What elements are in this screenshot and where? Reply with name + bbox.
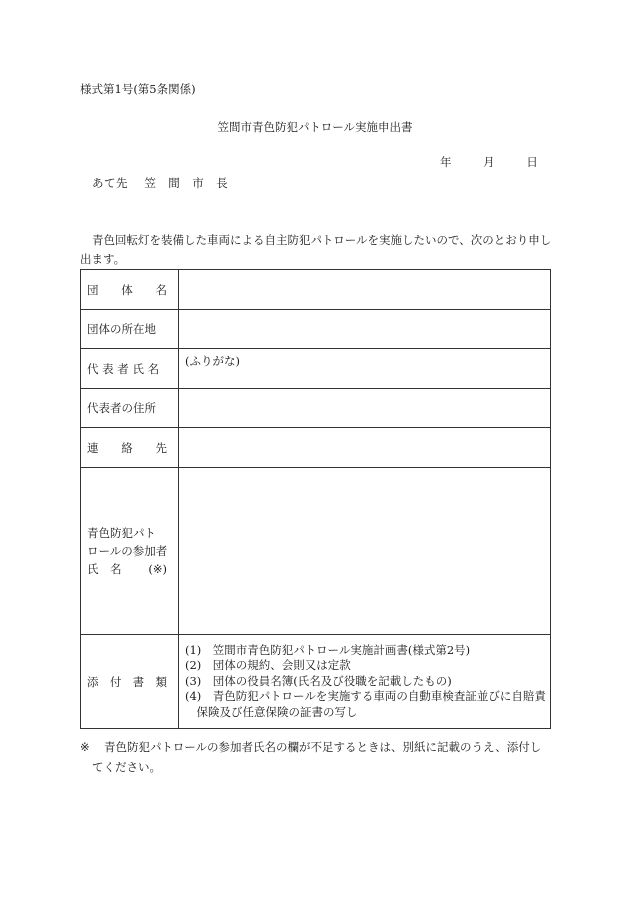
intro-paragraph: 青色回転灯を装備した車両による自主防犯パトロールを実施したいので、次のとおり申し出ます。 <box>80 233 552 266</box>
participants-label-line1: 青色防犯パト <box>87 526 156 540</box>
group-name-field[interactable] <box>179 270 551 310</box>
rep-address-field[interactable] <box>179 389 551 428</box>
participants-label <box>81 468 179 635</box>
label-char: 連 <box>87 440 99 455</box>
attachment-item: (4) 青色防犯パトロールを実施する車両の自動車検査証並びに自賠責 <box>185 689 546 704</box>
addressee-prefix: あて先 <box>92 176 128 190</box>
label-char: 名 <box>155 282 167 297</box>
label-char: 先 <box>155 440 167 455</box>
date-day: 日 <box>526 155 538 169</box>
contact-field[interactable] <box>179 428 551 468</box>
note-text: 青色防犯パトロールの参加者氏名の欄が不足するときは、別紙に記載のうえ、添付し <box>104 740 542 754</box>
row-participants <box>81 468 551 635</box>
note-text-cont: てください。 <box>92 760 161 774</box>
row-group-name <box>81 270 551 310</box>
group-name-label <box>81 270 179 310</box>
addressee <box>92 175 228 191</box>
footnote <box>80 737 555 777</box>
addressee-name: 笠 間 市 長 <box>144 176 229 190</box>
participants-note-mark: (※) <box>148 562 167 576</box>
contact-label <box>81 428 179 468</box>
label-char: 団 <box>87 282 99 297</box>
rep-name-field[interactable] <box>179 349 551 389</box>
date-year: 年 <box>440 155 452 169</box>
row-rep-address <box>81 389 551 428</box>
label-char: 類 <box>155 674 167 689</box>
label-char: 絡 <box>121 440 133 455</box>
row-rep-name <box>81 349 551 389</box>
attachment-item: 保険及び任意保険の証書の写し <box>185 704 358 719</box>
label-char: 付 <box>109 674 122 689</box>
attachments-list <box>179 635 551 729</box>
attachment-item: (2) 団体の規約、会則又は定款 <box>185 658 351 673</box>
group-address-label: 団体の所在地 <box>81 310 179 349</box>
group-address-field[interactable] <box>179 310 551 349</box>
participants-name-text: 氏 名 <box>87 562 122 576</box>
participants-label-line3 <box>87 560 167 578</box>
date-line <box>440 154 538 170</box>
row-group-address <box>81 310 551 349</box>
attachment-item: (3) 団体の役員名簿(氏名及び役職を記載したもの) <box>185 673 452 688</box>
date-month: 月 <box>483 155 495 169</box>
rep-address-label: 代表者の住所 <box>81 389 179 428</box>
rep-name-label: 代 表 者 氏 名 <box>81 349 179 389</box>
row-attachments <box>81 635 551 729</box>
participants-field[interactable] <box>179 468 551 635</box>
attachment-item: (1) 笠間市青色防犯パトロール実施計画書(様式第2号) <box>185 642 471 657</box>
furigana-hint: (ふりがな) <box>185 354 240 368</box>
participants-label-line2: ロールの参加者 <box>87 544 168 558</box>
label-char: 書 <box>132 674 145 689</box>
label-char: 体 <box>121 282 133 297</box>
row-contact <box>81 428 551 468</box>
document-title: 笠間市青色防犯パトロール実施申出書 <box>217 120 413 134</box>
label-char: 添 <box>87 674 99 689</box>
application-table <box>80 269 551 729</box>
note-mark: ※ <box>80 740 90 754</box>
form-number: 様式第1号(第5条関係) <box>80 82 196 96</box>
attachments-label <box>81 635 179 729</box>
